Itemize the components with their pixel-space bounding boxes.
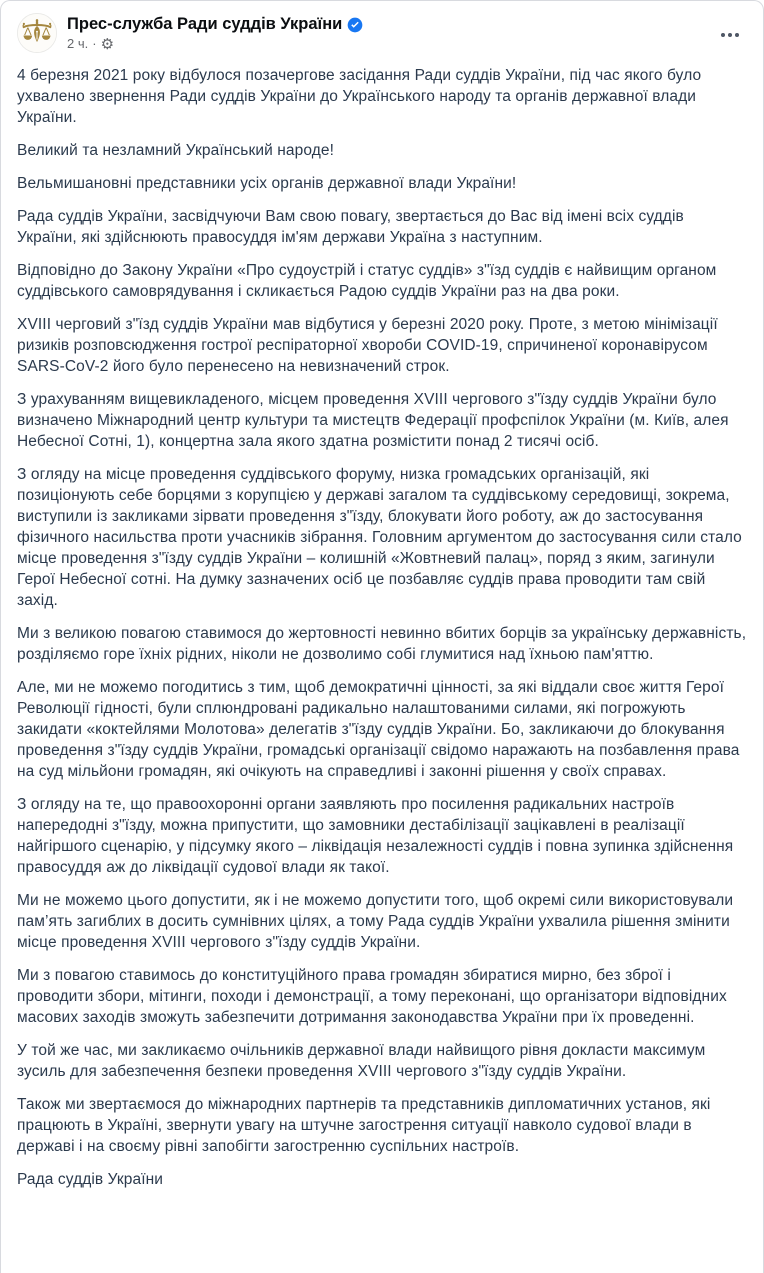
scales-of-justice-pen-emblem-icon	[17, 13, 57, 53]
post-paragraph: Відповідно до Закону України «Про судоустрій і статус суддів» з"їзд суддів є найвищим органом суддівського самоврядування і скликається Радою суддів України раз на два роки.	[17, 262, 721, 300]
page-avatar[interactable]	[17, 13, 57, 53]
post-text	[17, 65, 751, 1190]
post-meta	[67, 36, 713, 52]
post-paragraph: Але, ми не можемо погодитись з тим, щоб демократичні цінності, за які віддали своє життя Герої Революції гідності, були сплюндровані радикально налаштованими силами, які погрожують закидати «коктейлями Молотова» делегатів з"їзду суддів України. Бо, закликаючи до блокування проведення з"їзду суддів України, громадські організації свідомо наражають на позбавлення права на суд мільйони громадян, які очікують на справедливі і законні рішення у своїх справах.	[17, 679, 744, 780]
post-paragraph: Великий та незламний Український народе!	[17, 142, 334, 159]
ellipsis-dot	[728, 33, 732, 37]
post-paragraph: Рада суддів України, засвідчуючи Вам свою повагу, звертається до Вас від імені всіх суддів України, які здійснюють правосуддя ім'ям держави Україна з наступним.	[17, 208, 689, 246]
post-paragraph: Ми не можемо цього допустити, як і не можемо допустити того, щоб окремі сили використовували пам’ять загиблих в досить сумнівних цілях, а тому Рада суддів України ухвалила рішення змінити місце проведення XVIII чергового з"їзду суддів України.	[17, 892, 738, 951]
post-paragraph: XVIII черговий з"їзд суддів України мав відбутися у березні 2020 року. Проте, з метою мінімізації ризиків розповсюдження гострої респіраторної хвороби COVID-19, спричиненої коронавірусом SARS-CoV-2 його було перенесено на невизначений строк.	[17, 316, 723, 375]
verified-badge-icon	[347, 17, 363, 33]
post-paragraph: Ми з повагою ставимось до конституційного права громадян збиратися мирно, без зброї і проводити збори, мітинги, походи і демонстрації, а тому переконані, що організатори відповідних масових заходів зможуть забезпечити дотримання законодавства України при їх проведенні.	[17, 967, 732, 1026]
page-name-link[interactable]: Прес-служба Ради суддів України	[67, 15, 343, 33]
post-paragraph: З огляду на місце проведення суддівського форуму, низка громадських організацій, які позиціонують себе борцями з корупцією у державі загалом та суддівському середовищі, зокрема, виступили із закликами зірвати проведення з"їзду, блокувати його роботу, аж до застосування фізичного насильства проти учасників зібрання. Головним аргументом до застосування сили стало місце проведення з"їзду суддів України – колишній «Жовтневий палац», поряд з яким, загинули Герої Небесної сотні. На думку зазначених осіб це позбавляє суддів права проводити там свій захід.	[17, 466, 747, 609]
ellipsis-dot	[735, 33, 739, 37]
ellipsis-dot	[721, 33, 725, 37]
post-header-info	[67, 13, 713, 52]
post-timestamp[interactable]: 2 ч.	[67, 36, 89, 51]
post-paragraph: З огляду на те, що правоохоронні органи заявляють про посилення радикальних настроїв напередодні з"їзду, можна припустити, що замовники дестабілізації зацікавлені в реалізації найгіршого сценарію, у підсумку якого – ліквідація незалежності суддів і повна зупинка здійснення правосуддя аж до ліквідації судової влади як такої.	[17, 796, 738, 876]
meta-separator: ·	[92, 36, 97, 51]
post-paragraph: Також ми звертаємося до міжнародних партнерів та представників дипломатичних установ, які працюють в Україні, звернути увагу на штучне загострення ситуації навколо судової влади в державі і на своєму рівні запобігти загостренню суспільних настроїв.	[17, 1096, 715, 1155]
post-paragraph: У той же час, ми закликаємо очільників державної влади найвищого рівня докласти максимум зусиль для забезпечення безпеки проведення XVIII чергового з"їзду суддів України.	[17, 1042, 710, 1080]
post-paragraph: Вельмишановні представники усіх органів державної влади України!	[17, 175, 517, 192]
post-paragraph: 4 березня 2021 року відбулося позачергове засідання Ради суддів України, під час якого було ухвалено звернення Ради суддів України до Українського народу та органів державної влади України.	[17, 67, 706, 126]
post-paragraph: З урахуванням вищевикладеного, місцем проведення XVIII чергового з"їзду суддів України було визначено Міжнародний центр культури та мистецтв Федерації профспілок України (м. Київ, алея Небесної Сотні, 1), концертна зала якого здатна розмістити понад 2 тисячі осіб.	[17, 391, 734, 450]
post-header	[17, 13, 747, 53]
post-options-button[interactable]	[713, 21, 747, 49]
post-paragraph: Ми з великою повагою ставимося до жертовності невинно вбитих борців за українську державність, розділяємо горе їхніх рідних, ніколи не дозволимо собі глумитися над їхньою пам'яттю.	[17, 625, 751, 663]
gear-icon: ⚙	[100, 35, 115, 53]
post-paragraph: Рада суддів України	[17, 1171, 164, 1188]
